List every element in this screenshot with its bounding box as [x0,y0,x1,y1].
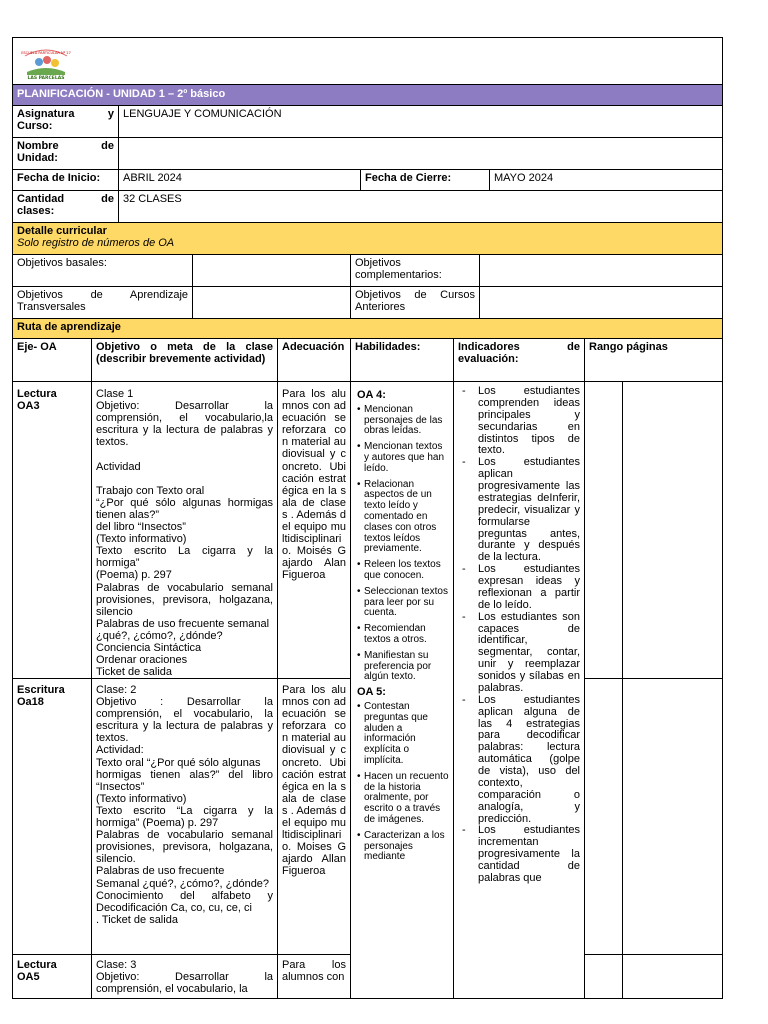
school-logo-icon [19,46,73,80]
detalle-curricular [13,223,722,255]
asignatura-label: Asignatura y Curso: [17,108,114,133]
habilidad-item: • Relacionan aspectos de un texto leído y comentado en clases con otros textos leídos previamente. [357,480,449,556]
class-3-eje: Lectura OA5 [17,959,57,984]
indicadores-column [453,382,584,999]
cantidad-value: 32 CLASES [118,191,722,222]
indicador-item: - Los estudiantes expresan ideas y reflexionan a partir de lo leído. [456,564,580,612]
indicador-item: - Los estudiantes son capaces de identificar, segmentar, contar, unir y reemplazar sonidos y sílabas en palabras. [456,612,580,695]
objetivos-complementarios-value [479,255,722,286]
oa4-label: OA 4: [357,389,386,401]
objetivos-complementarios-label: Objetivos complementarios: [350,255,479,286]
class-2-objetivo: Clase: 2 Objetivo : Desarrollar la comprensión, el vocabulario, la escritura y la lectura de palabras y textos. Actividad: Texto oral “¿Por qué sólo algunas hormigas tienen alas?” del libro “Insectos” (Texto informativo) Texto escrito “La cigarra y la hormiga” (Poema) p. 297 Palabras de vocabulario semanal provisiones, previsora, holgazana, silencio. Palabras de uso frecuente Semanal ¿qué?, ¿cómo?, ¿dónde? Conocimiento del alfabeto y Decodificación Ca, co, cu, ce, ci . Ticket de salida [91,679,277,954]
planning-document [12,37,723,999]
rango-cell [585,955,723,999]
table-body [13,382,722,999]
header-eje: Eje- OA [17,341,57,353]
cantidad-label: Cantidad de clases: [17,193,114,218]
header-objetivo: Objetivo o meta de la clase (describir brevemente actividad) [91,339,277,381]
rango-column [584,382,722,999]
row-objetivos-basales [13,255,722,287]
habilidad-item: • Mencionan textos y autores que han leído. [357,442,449,474]
nombre-unidad-label: Nombre de Unidad: [17,140,114,165]
table-header [13,339,722,382]
title-bar [13,85,722,106]
habilidad-item: • Releen los textos que conocen. [357,560,449,582]
habilidad-item: • Recomiendan textos a otros. [357,624,449,646]
row-asignatura [13,106,722,138]
habilidad-item: • Hacen un recuento de la historia oralmente, por escrito o a través de imágenes. [357,772,449,826]
row-fechas [13,170,722,191]
class-1-objetivo: Clase 1 Objetivo: Desarrollar la comprensión, el vocabulario,la escritura y la lectura de palabras y textos. Actividad Trabajo con Texto oral “¿Por qué sólo algunas hormigas tienen alas?” del libro “Insectos” (Texto informativo) Texto escrito La cigarra y la hormiga” (Poema) p. 297 Palabras de vocabulario semanal provisiones, previsora, holgazana, silencio Palabras de uso frecuente semanal ¿qué?, ¿cómo?, ¿dónde? Conciencia Sintáctica Ordenar oraciones Ticket de salida [91,382,277,678]
indicador-item: - Los estudiantes comprenden ideas principales y secundarias en distintos tipos de texto. [456,386,580,457]
indicador-item: - Los estudiantes incrementan progresivamente la cantidad de palabras que [456,825,580,884]
ruta-title: Ruta de aprendizaje [17,321,121,333]
nombre-unidad-value [118,138,722,169]
objetivos-transversales-value [192,287,350,318]
habilidad-item: • Contestan preguntas que aluden a información explícita o implícita. [357,702,449,767]
logo-top-text: ESCUELA PARTICULAR Nº 27 [21,51,71,55]
fecha-cierre-value: MAYO 2024 [489,170,722,190]
habilidad-item: • Caracterizan a los personajes mediante [357,831,449,863]
row-nombre-unidad [13,138,722,170]
asignatura-value: LENGUAJE Y COMUNICACIÓN [118,106,722,137]
objetivos-anteriores-label: Objetivos de Cursos Anteriores [350,287,479,318]
objetivos-basales-value [192,255,350,286]
indicador-item: - Los estudiantes aplican progresivamente las estrategias deInferir, predecir, visualizar y formularse preguntas antes, durante y después de la lectura. [456,457,580,564]
class-1-eje: Lectura OA3 [17,388,57,413]
fecha-cierre-label: Fecha de Cierre: [360,170,489,190]
habilidad-item: • Mencionan personajes de las obras leídas. [357,405,449,437]
rango-cell [585,679,723,955]
header-indicadores: Indicadores de evaluación: [453,339,584,381]
habilidades-column [350,382,453,999]
row-cantidad [13,191,722,223]
row-objetivos-transversales [13,287,722,319]
ruta-aprendizaje [13,319,722,339]
logo-row [13,38,722,85]
rango-cell [585,382,723,679]
oa5-list [357,702,449,863]
habilidad-item: • Seleccionan textos para leer por su cuenta. [357,587,449,619]
fecha-inicio-label: Fecha de Inicio: [17,172,101,184]
logo-bottom-text: LAS PARCELAS [27,76,65,80]
header-habilidades: Habilidades: [350,339,453,381]
objetivos-basales-label: Objetivos basales: [17,257,107,269]
habilidad-item: • Manifiestan su preferencia por algún texto. [357,651,449,683]
header-adecuacion: Adecuación [277,339,350,381]
oa4-list [357,405,449,683]
class-3-adecuacion: Para los alumnos con [277,955,350,999]
class-2-adecuacion: Para los alumnos con adecuación se reforzara con material audiovisual y concreto. Ubicación estratégica en la sala de clases . Además del equipo multidisciplinario. Moises Gajardo Allan Figueroa [277,679,350,954]
objetivos-anteriores-value [479,287,722,318]
oa5-label: OA 5: [357,686,386,699]
class-1-adecuacion: Para los alumnos con adecuación se reforzara con material audiovisual y concreto. Ubicación estratégica en la sala de clases . Además del equipo multidisciplinario. Moisés Gajardo Alan Figueroa [277,382,350,678]
indicadores-list [456,386,580,885]
indicador-item: - Los estudiantes aplican alguna de las 4 estrategias para decodificar palabras: lectura automática (golpe de vista), uso del contexto, comparación o analogía, y predicción. [456,695,580,826]
header-rango: Rango páginas [584,339,722,381]
fecha-inicio-value: ABRIL 2024 [118,170,360,190]
objetivos-transversales-label: Objetivos de Aprendizaje Transversales [17,289,188,314]
class-3-objetivo: Clase: 3 Objetivo: Desarrollar la comprensión, el vocabulario, la [91,955,277,999]
detalle-subtitle: Solo registro de números de OA [17,237,175,250]
detalle-title: Detalle curricular [17,225,107,237]
title-text: PLANIFICACIÓN - UNIDAD 1 – 2º básico [17,88,226,100]
class-2-eje: Escritura Oa18 [17,684,65,709]
